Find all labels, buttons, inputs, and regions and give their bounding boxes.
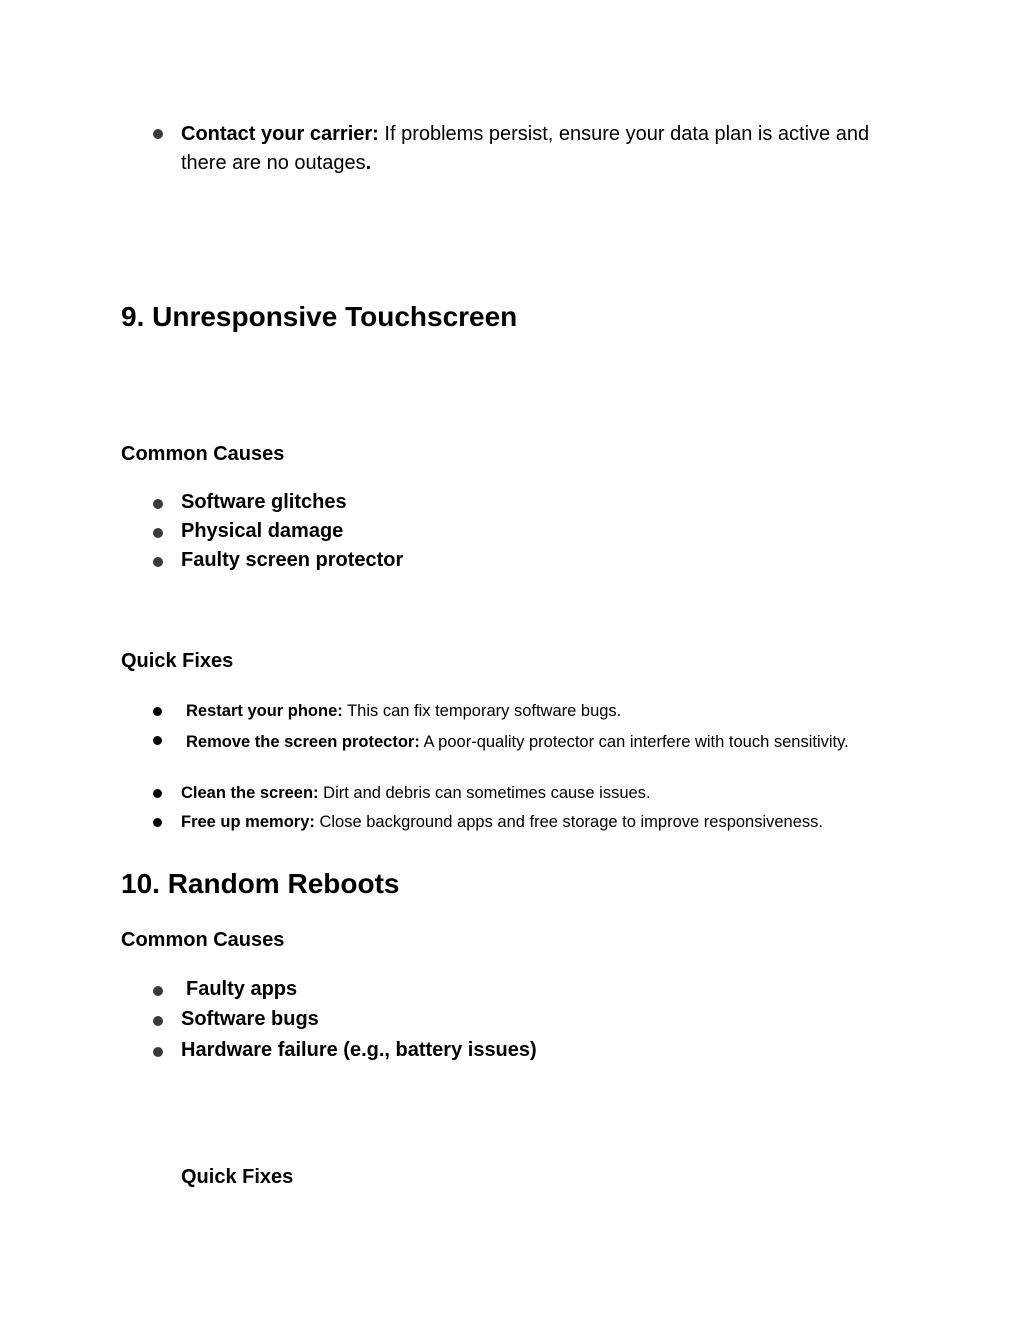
fix-item (186, 702, 621, 721)
fix-label: Restart your phone: (186, 702, 343, 720)
bullet-icon (153, 499, 163, 509)
section-9-heading: 9. Unresponsive Touchscreen (121, 301, 518, 332)
fix-text: This can fix temporary software bugs. (342, 702, 622, 720)
bullet-icon (153, 1047, 163, 1057)
section-9-fixes-heading: Quick Fixes (121, 650, 234, 672)
fix-label: Free up memory: (181, 813, 315, 831)
section-10-causes-heading: Common Causes (121, 929, 285, 951)
bullet-icon (153, 818, 162, 827)
bullet-icon (153, 1016, 163, 1026)
bullet-icon (153, 736, 162, 745)
section-9-causes-heading: Common Causes (121, 443, 285, 465)
bullet-icon (153, 789, 162, 798)
carrier-bullet-label: Contact your carrier: (181, 123, 379, 145)
section-10-heading: 10. Random Reboots (121, 868, 400, 899)
carrier-bullet-period: . (365, 151, 372, 174)
bullet-icon (153, 557, 163, 567)
fix-item (181, 813, 823, 832)
cause-item: Physical damage (181, 520, 344, 542)
bullet-icon (153, 986, 163, 996)
cause-item: Faulty apps (186, 978, 298, 1000)
section-10-fixes-heading: Quick Fixes (181, 1166, 294, 1188)
fix-label: Clean the screen: (181, 784, 319, 802)
carrier-bullet-text: If problems persist, ensure your data plan is active and there are no outages (181, 123, 870, 174)
cause-item: Hardware failure (e.g., battery issues) (181, 1039, 537, 1061)
bullet-icon (153, 129, 163, 139)
fix-text: Close background apps and free storage to improve responsiveness. (314, 813, 823, 831)
fix-label: Remove the screen protector: (186, 733, 420, 751)
bullet-icon (153, 528, 163, 538)
fix-item (181, 784, 651, 803)
fix-item (181, 729, 901, 755)
fix-text: Dirt and debris can sometimes cause issues. (318, 784, 651, 802)
bullet-icon (153, 707, 162, 716)
carrier-bullet-item (181, 120, 901, 177)
cause-item: Faulty screen protector (181, 549, 404, 571)
fix-text: A poor-quality protector can interfere with touch sensitivity. (419, 733, 849, 751)
cause-item: Software bugs (181, 1008, 319, 1030)
cause-item: Software glitches (181, 491, 347, 513)
